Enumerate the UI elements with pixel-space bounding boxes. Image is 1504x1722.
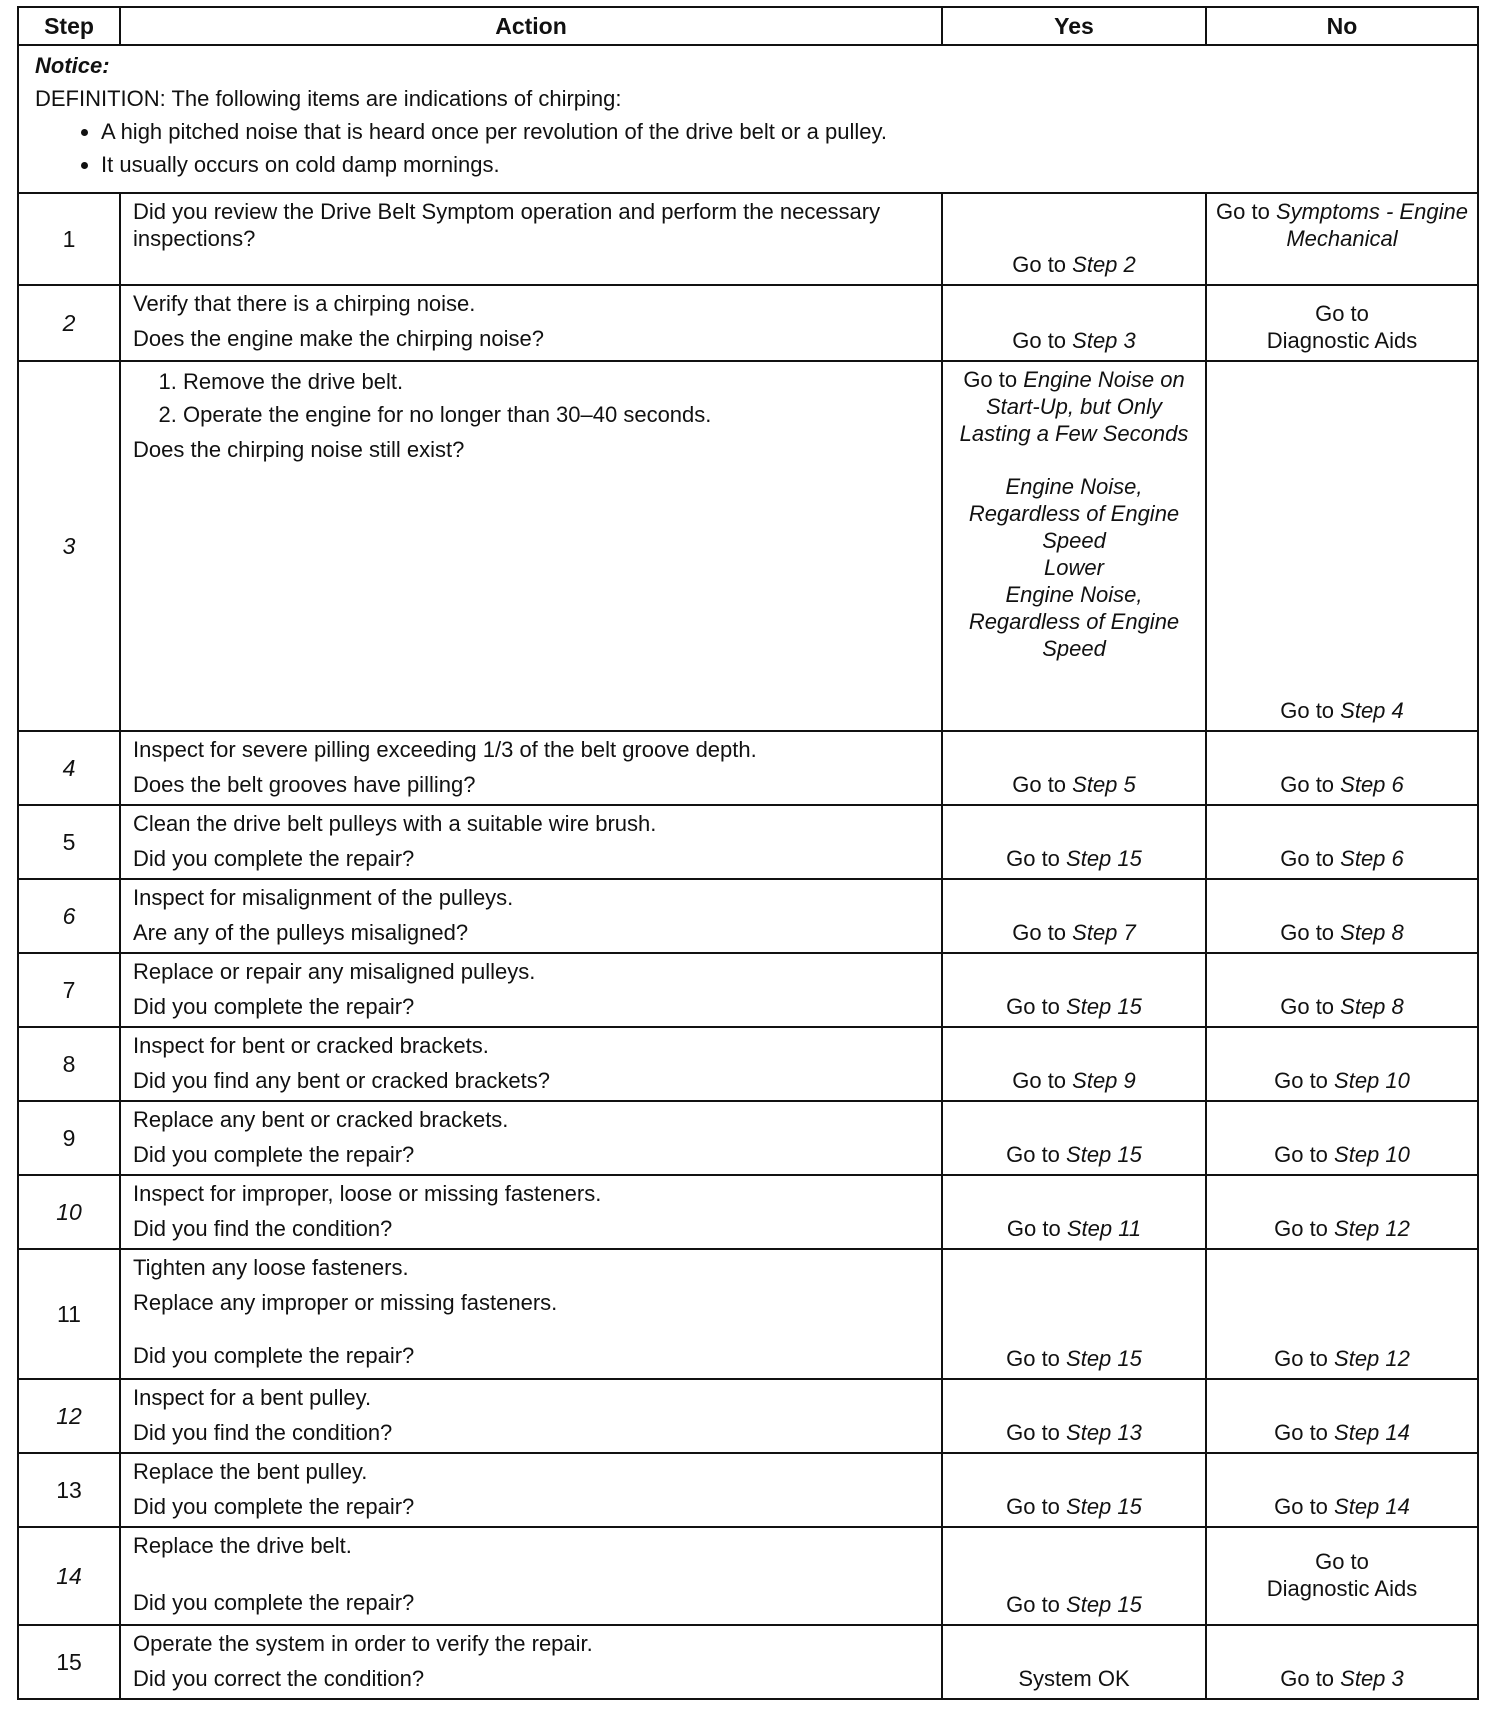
yes-prefix: Go to — [1012, 1068, 1073, 1093]
chirping-diagnosis-table — [17, 6, 1479, 1700]
table-row — [18, 193, 1478, 285]
yes-prefix: Go to — [1006, 1494, 1067, 1519]
yes-cell — [942, 1379, 1206, 1453]
yes-cell — [942, 805, 1206, 879]
no-link[interactable]: Diagnostic Aids — [1266, 1576, 1418, 1601]
notice-bullet-list — [35, 118, 1461, 178]
action-cell — [120, 953, 942, 1027]
no-cell — [1206, 285, 1478, 361]
action-text: Tighten any loose fasteners. — [133, 1255, 409, 1280]
header-yes: Yes — [942, 7, 1206, 45]
table-row — [18, 361, 1478, 731]
yes-link[interactable]: Step 3 — [1072, 328, 1136, 353]
no-link[interactable]: Step 3 — [1340, 1666, 1404, 1691]
no-link[interactable]: Step 8 — [1340, 994, 1404, 1019]
no-prefix: Go to — [1274, 1216, 1335, 1241]
action-question: Did you complete the repair? — [133, 846, 415, 871]
no-link[interactable]: Step 14 — [1334, 1494, 1410, 1519]
yes-link[interactable]: Step 15 — [1066, 994, 1142, 1019]
table-row — [18, 1453, 1478, 1527]
no-cell — [1206, 805, 1478, 879]
table-row — [18, 1379, 1478, 1453]
yes-link[interactable]: Step 15 — [1066, 1142, 1142, 1167]
yes-link[interactable]: Step 7 — [1072, 920, 1136, 945]
yes-link[interactable]: Step 9 — [1072, 1068, 1136, 1093]
notice-definition: DEFINITION: The following items are indications of chirping: — [35, 86, 622, 111]
no-cell — [1206, 1527, 1478, 1625]
no-prefix: Go to — [1280, 846, 1341, 871]
no-prefix: Go to — [1274, 1142, 1335, 1167]
header-row — [18, 7, 1478, 45]
action-question: Did you find the condition? — [133, 1216, 393, 1241]
step-number: 9 — [18, 1101, 120, 1175]
yes-cell — [942, 1527, 1206, 1625]
no-link[interactable]: Step 12 — [1334, 1346, 1410, 1371]
table-row — [18, 953, 1478, 1027]
action-text: Verify that there is a chirping noise. — [133, 291, 476, 316]
action-text: Replace any improper or missing fasteners. — [133, 1290, 558, 1315]
step-number: 7 — [18, 953, 120, 1027]
action-list-item: 1. Remove the drive belt. — [183, 368, 929, 395]
step-number: 14 — [18, 1527, 120, 1625]
notice-title: Notice: — [35, 53, 110, 78]
action-question: Does the chirping noise still exist? — [133, 437, 465, 462]
no-link[interactable]: Step 6 — [1340, 772, 1404, 797]
no-link[interactable]: Step 4 — [1340, 698, 1404, 723]
no-link[interactable]: Step 10 — [1334, 1068, 1410, 1093]
action-cell — [120, 879, 942, 953]
table-row — [18, 1625, 1478, 1699]
action-cell — [120, 805, 942, 879]
no-prefix: Go to — [1280, 994, 1341, 1019]
no-prefix: Go to — [1280, 1666, 1341, 1691]
action-question: Did you complete the repair? — [133, 1343, 415, 1368]
no-cell — [1206, 1453, 1478, 1527]
action-text: Inspect for misalignment of the pulleys. — [133, 885, 514, 910]
yes-link[interactable]: Engine Noise on Start-Up, but Only Lasting a Few Seconds — [959, 367, 1189, 446]
action-cell — [120, 1453, 942, 1527]
header-no: No — [1206, 7, 1478, 45]
yes-extra-link[interactable]: Engine Noise, Regardless of Engine Speed — [968, 582, 1180, 661]
step-number: 5 — [18, 805, 120, 879]
no-link[interactable]: Step 6 — [1340, 846, 1404, 871]
step-number: 1 — [18, 193, 120, 285]
step-number: 12 — [18, 1379, 120, 1453]
no-cell — [1206, 361, 1478, 731]
action-text: Inspect for improper, loose or missing fasteners. — [133, 1181, 602, 1206]
yes-cell — [942, 1453, 1206, 1527]
yes-prefix: Go to — [1006, 1216, 1067, 1241]
action-cell — [120, 1625, 942, 1699]
action-numbered-list — [133, 368, 929, 428]
yes-link[interactable]: Step 15 — [1066, 1592, 1142, 1617]
no-prefix: Go to — [1274, 1420, 1335, 1445]
action-question: Did you complete the repair? — [133, 994, 415, 1019]
yes-link[interactable]: Step 15 — [1066, 846, 1142, 871]
yes-extra-text: Lower — [1044, 555, 1104, 580]
step-number: 8 — [18, 1027, 120, 1101]
no-cell — [1206, 1175, 1478, 1249]
table-row — [18, 805, 1478, 879]
table-row — [18, 1527, 1478, 1625]
table-row — [18, 1175, 1478, 1249]
yes-prefix: Go to — [1012, 772, 1073, 797]
action-text: Replace or repair any misaligned pulleys. — [133, 959, 536, 984]
no-prefix: Go to — [1315, 1549, 1369, 1574]
no-cell — [1206, 953, 1478, 1027]
notice-bullet: • It usually occurs on cold damp mornings. — [101, 151, 1461, 178]
no-prefix: Go to — [1315, 301, 1369, 326]
table-row — [18, 1249, 1478, 1379]
yes-prefix: Go to — [1006, 1346, 1067, 1371]
action-question: Did you complete the repair? — [133, 1590, 415, 1615]
no-link[interactable]: Step 14 — [1334, 1420, 1410, 1445]
action-text: Replace any bent or cracked brackets. — [133, 1107, 509, 1132]
action-text: Did you review the Drive Belt Symptom operation and perform the necessary inspections? — [133, 199, 881, 251]
no-cell — [1206, 193, 1478, 285]
step-number: 3 — [18, 361, 120, 731]
notice-bullet: • A high pitched noise that is heard once per revolution of the drive belt or a pulley. — [101, 118, 1461, 145]
action-question: Did you complete the repair? — [133, 1142, 415, 1167]
yes-prefix: Go to — [1012, 252, 1073, 277]
no-cell — [1206, 879, 1478, 953]
yes-link[interactable]: Step 13 — [1066, 1420, 1142, 1445]
no-prefix: Go to — [1274, 1346, 1335, 1371]
action-cell — [120, 1527, 942, 1625]
no-cell — [1206, 1249, 1478, 1379]
action-cell — [120, 1379, 942, 1453]
action-cell — [120, 731, 942, 805]
yes-link[interactable]: Step 15 — [1066, 1494, 1142, 1519]
yes-prefix: Go to — [1006, 1142, 1067, 1167]
no-link[interactable]: Symptoms - Engine Mechanical — [1275, 199, 1468, 251]
step-number: 2 — [18, 285, 120, 361]
yes-cell — [942, 1027, 1206, 1101]
no-prefix: Go to — [1274, 1494, 1335, 1519]
no-link[interactable]: Diagnostic Aids — [1266, 328, 1418, 353]
action-cell — [120, 1027, 942, 1101]
action-question: Does the belt grooves have pilling? — [133, 772, 476, 797]
no-link[interactable]: Step 8 — [1340, 920, 1404, 945]
yes-cell — [942, 285, 1206, 361]
step-number: 11 — [18, 1249, 120, 1379]
action-question: Are any of the pulleys misaligned? — [133, 920, 469, 945]
yes-prefix: Go to — [1012, 328, 1073, 353]
action-question: Did you complete the repair? — [133, 1494, 415, 1519]
yes-result: System OK — [1018, 1666, 1130, 1691]
notice-cell — [18, 45, 1478, 193]
no-cell — [1206, 1625, 1478, 1699]
action-question: Did you find any bent or cracked brackets? — [133, 1068, 551, 1093]
yes-prefix: Go to — [1012, 920, 1073, 945]
diagnostic-table-sheet — [17, 6, 1477, 1700]
action-cell — [120, 285, 942, 361]
action-list-item: 2. Operate the engine for no longer than 30–40 seconds. — [183, 401, 929, 428]
yes-cell — [942, 731, 1206, 805]
table-row — [18, 1101, 1478, 1175]
notice-row — [18, 45, 1478, 193]
step-number: 13 — [18, 1453, 120, 1527]
yes-cell — [942, 879, 1206, 953]
yes-link[interactable]: Step 2 — [1072, 252, 1136, 277]
action-cell — [120, 1175, 942, 1249]
no-prefix: Go to — [1274, 1068, 1335, 1093]
no-cell — [1206, 1379, 1478, 1453]
action-cell — [120, 1249, 942, 1379]
yes-prefix: Go to — [1006, 1420, 1067, 1445]
action-question: Did you correct the condition? — [133, 1666, 425, 1691]
no-cell — [1206, 731, 1478, 805]
action-text: Operate the system in order to verify the repair. — [133, 1631, 593, 1656]
yes-link-block[interactable] — [949, 366, 1199, 447]
action-cell — [120, 193, 942, 285]
action-cell — [120, 361, 942, 731]
no-prefix: Go to — [1280, 772, 1341, 797]
yes-prefix: Go to — [1006, 994, 1067, 1019]
action-text: Replace the drive belt. — [133, 1533, 352, 1558]
header-step: Step — [18, 7, 120, 45]
table-row — [18, 731, 1478, 805]
yes-cell — [942, 1101, 1206, 1175]
header-action: Action — [120, 7, 942, 45]
action-text: Inspect for severe pilling exceeding 1/3 of the belt groove depth. — [133, 737, 757, 762]
no-prefix: Go to — [1280, 698, 1341, 723]
table-row — [18, 285, 1478, 361]
yes-link[interactable]: Step 15 — [1066, 1346, 1142, 1371]
action-text: Clean the drive belt pulleys with a suitable wire brush. — [133, 811, 657, 836]
action-text: Replace the bent pulley. — [133, 1459, 368, 1484]
no-cell — [1206, 1101, 1478, 1175]
yes-link[interactable]: Step 5 — [1072, 772, 1136, 797]
step-number: 6 — [18, 879, 120, 953]
yes-prefix: Go to — [1006, 846, 1067, 871]
step-number: 10 — [18, 1175, 120, 1249]
no-prefix: Go to — [1280, 920, 1341, 945]
no-cell — [1206, 1027, 1478, 1101]
step-number: 4 — [18, 731, 120, 805]
yes-prefix: Go to — [963, 367, 1024, 392]
table-row — [18, 1027, 1478, 1101]
action-cell — [120, 1101, 942, 1175]
no-prefix: Go to — [1216, 199, 1276, 224]
yes-cell — [942, 193, 1206, 285]
yes-link[interactable]: Step 11 — [1066, 1216, 1142, 1241]
yes-extra-link[interactable]: Engine Noise, Regardless of Engine Speed — [968, 474, 1180, 553]
action-question: Does the engine make the chirping noise? — [133, 326, 544, 351]
table-row — [18, 879, 1478, 953]
action-text: Inspect for a bent pulley. — [133, 1385, 372, 1410]
yes-cell — [942, 361, 1206, 731]
yes-cell — [942, 953, 1206, 1027]
action-question: Did you find the condition? — [133, 1420, 393, 1445]
action-text: Inspect for bent or cracked brackets. — [133, 1033, 489, 1058]
yes-cell — [942, 1175, 1206, 1249]
step-number: 15 — [18, 1625, 120, 1699]
no-link[interactable]: Step 12 — [1334, 1216, 1410, 1241]
yes-cell — [942, 1249, 1206, 1379]
yes-prefix: Go to — [1006, 1592, 1067, 1617]
no-link[interactable]: Step 10 — [1334, 1142, 1410, 1167]
yes-cell — [942, 1625, 1206, 1699]
